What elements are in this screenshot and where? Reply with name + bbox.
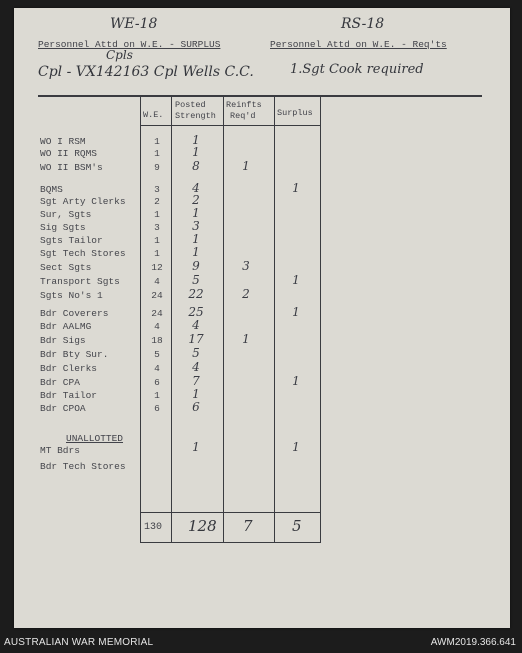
row-posted: 1 xyxy=(192,206,200,220)
row-posted: 1 xyxy=(192,245,200,259)
row-we: 1 xyxy=(154,148,160,159)
row-label: Sig Sgts xyxy=(40,222,86,233)
row-posted: 25 xyxy=(188,305,204,319)
row-posted: 8 xyxy=(192,159,200,173)
note-cpls: Cpls xyxy=(106,48,133,62)
unallotted-row-label: Bdr Tech Stores xyxy=(40,461,126,472)
total-posted: 128 xyxy=(188,517,217,535)
row-we: 1 xyxy=(154,235,160,246)
row-label: Transport Sgts xyxy=(40,276,120,287)
row-label: Sgt Tech Stores xyxy=(40,248,126,259)
row-we: 4 xyxy=(154,363,160,374)
row-posted: 1 xyxy=(192,387,200,401)
totals-top-rule xyxy=(140,512,321,513)
footer-accession: AWM2019.366.641 xyxy=(430,637,516,648)
col-header-posted-2: Strength xyxy=(175,111,216,121)
header-bottom-rule xyxy=(140,125,321,126)
row-posted: 4 xyxy=(192,181,200,195)
heading-surplus: Personnel Attd on W.E. - SURPLUS xyxy=(38,39,221,50)
row-posted: 7 xyxy=(192,374,200,388)
row-reinf: 1 xyxy=(242,159,250,173)
row-label: Sgts No's 1 xyxy=(40,290,103,301)
total-we: 130 xyxy=(144,522,163,533)
row-surplus: 1 xyxy=(292,305,300,319)
footer-credit: AUSTRALIAN WAR MEMORIAL xyxy=(4,637,154,648)
row-label: Sgt Arty Clerks xyxy=(40,196,126,207)
row-we: 4 xyxy=(154,321,160,332)
row-we: 4 xyxy=(154,276,160,287)
col-divider-surplus xyxy=(274,95,275,543)
unallotted-row-label: MT Bdrs xyxy=(40,445,80,456)
totals-bottom-rule xyxy=(140,542,321,543)
col-divider-posted xyxy=(171,95,172,543)
row-posted: 4 xyxy=(192,360,200,374)
note-cpl-wells: Cpl - VX142163 Cpl Wells C.C. xyxy=(38,64,254,80)
row-label: BQMS xyxy=(40,184,63,195)
row-posted: 2 xyxy=(192,193,200,207)
footer-bar xyxy=(0,631,522,653)
row-posted: 22 xyxy=(188,287,204,301)
note-rs: RS-18 xyxy=(341,16,385,32)
row-label: Bdr Bty Sur. xyxy=(40,349,109,360)
row-label: Bdr Tailor xyxy=(40,390,98,401)
row-we: 24 xyxy=(151,290,163,301)
col-divider-reinf xyxy=(223,95,224,543)
col-header-reinf-2: Req'd xyxy=(230,111,256,121)
row-label: Sur, Sgts xyxy=(40,209,92,220)
col-header-posted-1: Posted xyxy=(175,100,206,110)
row-we: 1 xyxy=(154,390,160,401)
col-divider-right xyxy=(320,95,321,543)
heading-reqts: Personnel Attd on W.E. - Req'ts xyxy=(270,39,447,50)
row-we: 5 xyxy=(154,349,160,360)
row-we: 24 xyxy=(151,308,163,319)
row-we: 1 xyxy=(154,209,160,220)
row-reinf: 1 xyxy=(242,332,250,346)
col-divider-we xyxy=(140,95,141,543)
row-we: 9 xyxy=(154,162,160,173)
row-we: 6 xyxy=(154,377,160,388)
row-label: Bdr Coverers xyxy=(40,308,109,319)
row-label: Bdr Sigs xyxy=(40,335,86,346)
row-we: 12 xyxy=(151,262,163,273)
row-posted: 6 xyxy=(192,400,200,414)
note-sgt-cook: 1.Sgt Cook required xyxy=(290,62,424,77)
row-we: 18 xyxy=(151,335,163,346)
row-we: 2 xyxy=(154,196,160,207)
col-header-we: W.E. xyxy=(143,110,164,120)
row-posted: 3 xyxy=(192,219,200,233)
row-posted: 17 xyxy=(188,332,204,346)
table-top-rule xyxy=(38,95,482,97)
row-posted: 5 xyxy=(192,346,200,360)
total-reinf: 7 xyxy=(243,517,253,535)
row-posted: 4 xyxy=(192,318,200,332)
row-we: 3 xyxy=(154,184,160,195)
row-label: Bdr CPA xyxy=(40,377,80,388)
row-posted: 5 xyxy=(192,273,200,287)
col-header-reinf-1: Reinfts xyxy=(226,100,262,110)
row-surplus: 1 xyxy=(292,374,300,388)
row-we: 6 xyxy=(154,403,160,414)
row-label: Bdr AALMG xyxy=(40,321,92,332)
row-label: Bdr Clerks xyxy=(40,363,98,374)
row-we: 1 xyxy=(154,136,160,147)
row-surplus: 1 xyxy=(292,181,300,195)
total-surplus: 5 xyxy=(292,517,302,535)
row-posted: 1 xyxy=(192,145,200,159)
note-we: WE-18 xyxy=(110,16,158,32)
row-label: WO II BSM's xyxy=(40,162,103,173)
row-posted: 1 xyxy=(192,232,200,246)
document-page xyxy=(14,8,510,628)
row-we: 1 xyxy=(154,248,160,259)
row-posted: 1 xyxy=(192,133,200,147)
row-label: WO I RSM xyxy=(40,136,86,147)
row-label: Sgts Tailor xyxy=(40,235,103,246)
row-label: Sect Sgts xyxy=(40,262,92,273)
unallotted-row-surplus: 1 xyxy=(292,440,300,454)
row-reinf: 3 xyxy=(242,259,250,273)
row-posted: 9 xyxy=(192,259,200,273)
row-label: Bdr CPOA xyxy=(40,403,86,414)
unallotted-heading: UNALLOTTED xyxy=(66,433,124,444)
unallotted-row-posted: 1 xyxy=(192,440,200,454)
row-surplus: 1 xyxy=(292,273,300,287)
row-label: WO II RQMS xyxy=(40,148,98,159)
row-reinf: 2 xyxy=(242,287,250,301)
col-header-surplus: Surplus xyxy=(277,108,313,118)
row-we: 3 xyxy=(154,222,160,233)
